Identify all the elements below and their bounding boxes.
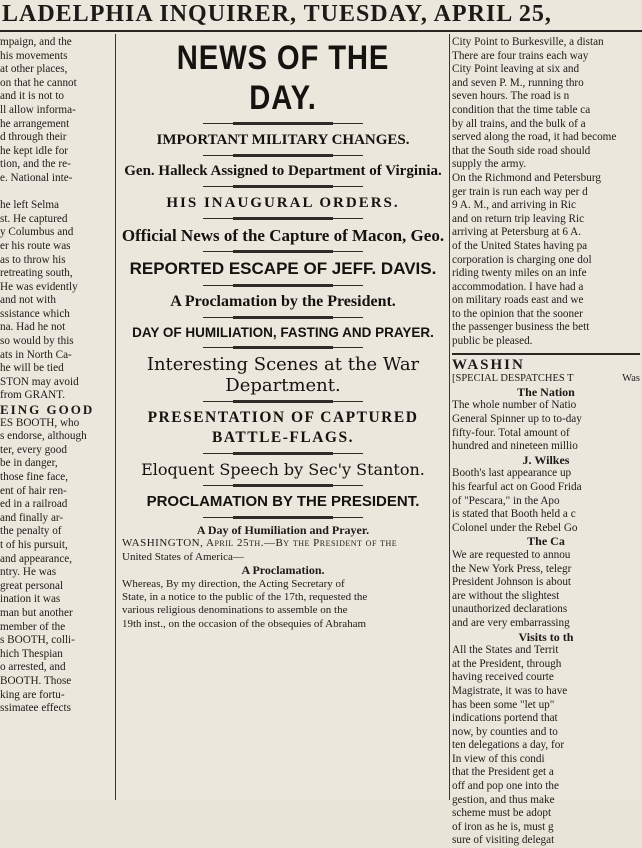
text-line: now, by counties and to [452, 725, 558, 738]
text-line: the passenger business the bett [452, 321, 590, 334]
text-line: by all trains, and the bulk of a [452, 117, 586, 130]
left-column [0, 36, 112, 800]
text-line: off and pop one into the [452, 780, 559, 793]
text-line: gestion, and thus make [452, 793, 555, 806]
headline: PRESENTATION OF CAPTURED BATTLE-FLAGS. [147, 409, 419, 446]
headline: HIS INAUGURAL ORDERS. [166, 195, 400, 211]
divider [203, 401, 363, 402]
text-line: d through their [0, 131, 67, 144]
divider [203, 251, 363, 252]
text-line: his movements [0, 49, 68, 62]
text-line: fifty-four. Total amount of [452, 426, 570, 439]
text-line: 9 A. M., and arriving in Ric [452, 199, 576, 212]
text-line: ger train is run each way per d [452, 185, 588, 198]
divider [203, 317, 363, 318]
text-line: his fearful act on Good Frida [452, 481, 582, 493]
text-line: o arrested, and [0, 661, 66, 674]
visits-heading: Visits to th [518, 629, 574, 644]
text-line: ssistance which [0, 307, 70, 320]
text-line: s BOOTH, colli- [0, 634, 75, 647]
text-line: corporation is charging one dol [452, 253, 592, 266]
middle-column [118, 36, 448, 800]
ca-heading: The Ca [527, 534, 565, 549]
text-line: hich Thespian [0, 647, 63, 660]
news-of-the-day-title: NEWS OF THE DAY. [176, 39, 390, 117]
divider [203, 453, 363, 454]
text-line: unauthorized declarations [452, 603, 568, 616]
divider [203, 186, 363, 187]
text-line: retreating south, [0, 267, 73, 280]
text-line: he left Selma [0, 199, 60, 212]
text-line: In view of this condi [452, 752, 545, 765]
divider [203, 517, 363, 518]
text-line: great personal [0, 579, 64, 592]
text-line: ter, every good [0, 443, 67, 456]
divider [203, 285, 363, 286]
text-line: mpaign, and the [0, 36, 72, 48]
text-line: scheme must be adopt [452, 807, 552, 820]
text-line: arriving at Petersburg at 6 A. [452, 226, 582, 239]
left-section-heading: EING GOOD [0, 402, 95, 418]
text-line: and on return trip leaving Ric [452, 212, 585, 225]
text-line: ten delegations a day, for [452, 739, 565, 752]
text-line: State, in a notice to the public of the 17th, requested the [122, 591, 368, 604]
text-line: and seven P. M., running thro [452, 76, 584, 89]
headline: Interesting Scenes at the War Department. [146, 354, 420, 396]
headline: Eloquent Speech by Sec'y Stanton. [141, 460, 425, 479]
text-line: condition that the time table ca [452, 103, 591, 116]
text-line: on that he cannot [0, 76, 77, 89]
wilkes-heading: J. Wilkes [522, 452, 570, 467]
text-line: ssimatee effects [0, 702, 71, 715]
proclamation-heading: A Proclamation. [241, 563, 325, 578]
headline: IMPORTANT MILITARY CHANGES. [156, 132, 410, 148]
text-line: is stated that Booth held a c [452, 508, 576, 521]
text-line: Colonel under the Rebel Go [452, 521, 578, 534]
text-line: of iron as he is, must g [452, 820, 554, 833]
right-column [452, 36, 640, 847]
text-line: he kept idle for [0, 144, 69, 157]
nation-heading: The Nation [517, 384, 575, 399]
text-line: various religious denominations to assemble on the [122, 604, 348, 617]
text-line: that the President get a [452, 766, 554, 779]
text-line: City Point to Burkesville, a distan [452, 36, 604, 48]
text-line: On the Richmond and Petersburg [452, 171, 601, 184]
text-line: he will be tied [0, 362, 64, 375]
text-line: ll allow informa- [0, 103, 76, 116]
text-line: that the South side road should [452, 144, 591, 157]
text-line: tion, and the re- [0, 158, 71, 171]
text-line: seven hours. The road is n [452, 90, 570, 103]
divider [203, 123, 363, 124]
text-line [0, 186, 112, 200]
text-line: and it is not to [0, 90, 65, 103]
text-line: STON may avoid [0, 375, 79, 388]
text-line: He was evidently [0, 280, 78, 293]
text-line: so would by this [0, 335, 74, 348]
divider [452, 353, 640, 355]
text-line: ats in North Ca- [0, 348, 72, 361]
text-line: y Columbus and [0, 226, 74, 239]
special-despatches: [SPECIAL DESPATCHES T [452, 373, 574, 385]
text-line: indications portend that [452, 712, 558, 725]
text-line: served along the road, it had become [452, 131, 617, 144]
column-rule [449, 34, 450, 800]
text-line: er his route was [0, 239, 71, 252]
text-line: The whole number of Natio [452, 399, 577, 412]
headline: A Proclamation by the President. [170, 293, 396, 310]
text-line: na. Had he not [0, 321, 66, 334]
divider [203, 155, 363, 156]
text-line: and not with [0, 294, 56, 307]
text-line: There are four trains each way [452, 49, 589, 62]
text-line: st. He captured [0, 212, 68, 225]
text-line: those fine face, [0, 471, 69, 483]
text-line: ent of hair ren- [0, 484, 67, 497]
text-line: hundred and nineteen millio [452, 440, 578, 453]
text-line: ed in a railroad [0, 498, 68, 511]
text-line: on military roads east and we [452, 294, 584, 307]
text-line: sure of visiting delegat [452, 834, 555, 847]
text-line: BOOTH. Those [0, 674, 72, 687]
text-line: from GRANT. [0, 389, 66, 402]
text-line: and are very embarrassing [452, 616, 570, 629]
text-line: the New York Press, telegr [452, 562, 572, 575]
text-line: General Spinner up to to-day [452, 413, 582, 426]
column-rule [115, 34, 116, 800]
sub-headline: A Day of Humiliation and Prayer. [196, 523, 370, 537]
text-line: and finally ar- [0, 511, 64, 524]
text-line: the penalty of [0, 525, 62, 538]
text-line: having received courte [452, 671, 554, 684]
text-line: of "Pescara," in the Apo [452, 494, 560, 507]
text-line: man but another [0, 606, 73, 619]
headline: Gen. Halleck Assigned to Department of Virginia. [124, 163, 442, 179]
text-line: riding twenty miles on an infe [452, 267, 587, 280]
text-line: ntry. He was [0, 566, 57, 579]
text-line: king are fortu- [0, 688, 65, 701]
dateline: WASHINGTON, April 25th.—By the President of the [122, 537, 398, 550]
text-line: supply the army. [452, 158, 527, 171]
headline: REPORTED ESCAPE OF JEFF. DAVIS. [129, 259, 437, 278]
divider [203, 347, 363, 348]
headline: DAY OF HUMILIATION, FASTING AND PRAYER. [132, 325, 434, 340]
text-line: public be pleased. [452, 335, 533, 348]
text-line: All the States and Territ [452, 644, 559, 657]
text-line: at other places, [0, 63, 68, 76]
text-line: e. National inte- [0, 171, 73, 184]
headline: Official News of the Capture of Macon, Geo. [121, 226, 445, 245]
text-line: We are requested to annou [452, 548, 571, 561]
divider [203, 485, 363, 486]
text-line: to the opinion that the sooner [452, 307, 583, 320]
headline: PROCLAMATION BY THE PRESIDENT. [146, 493, 420, 510]
text-line: City Point leaving at six and [452, 63, 580, 76]
text-line: Whereas, By my direction, the Acting Secretary of [122, 577, 345, 590]
right-section-heading: WASHIN [452, 356, 525, 373]
divider [203, 218, 363, 219]
special-despatches-right: Was [622, 373, 640, 385]
text-line: are without the slightest [452, 589, 560, 602]
masthead: LADELPHIA INQUIRER, TUESDAY, APRIL 25, [0, 0, 642, 32]
text-line: of the United States having pa [452, 239, 588, 252]
text-line: s endorse, although [0, 430, 87, 443]
text-line: he arrangement [0, 117, 70, 130]
text-line: 19th inst., on the occasion of the obsequies of Abraham [122, 617, 367, 630]
text-line: accommodation. I have had a [452, 280, 584, 293]
text-line: at the President, through [452, 657, 562, 670]
text-line: Magistrate, it was to have [452, 684, 568, 697]
text-line: Booth's last appearance up [452, 467, 572, 480]
text-line: be in danger, [0, 457, 58, 470]
text-line: ES BOOTH, who [0, 416, 80, 429]
text-line: has been some "let up" [452, 698, 555, 711]
text-line: President Johnson is about [452, 576, 572, 589]
text-line: as to throw his [0, 253, 66, 266]
dateline-cont: United States of America— [122, 550, 244, 563]
text-line: t of his pursuit, [0, 538, 68, 551]
text-line: ination it was [0, 593, 61, 606]
text-line: and appearance, [0, 552, 73, 565]
text-line: member of the [0, 620, 66, 633]
article-body [118, 524, 448, 631]
